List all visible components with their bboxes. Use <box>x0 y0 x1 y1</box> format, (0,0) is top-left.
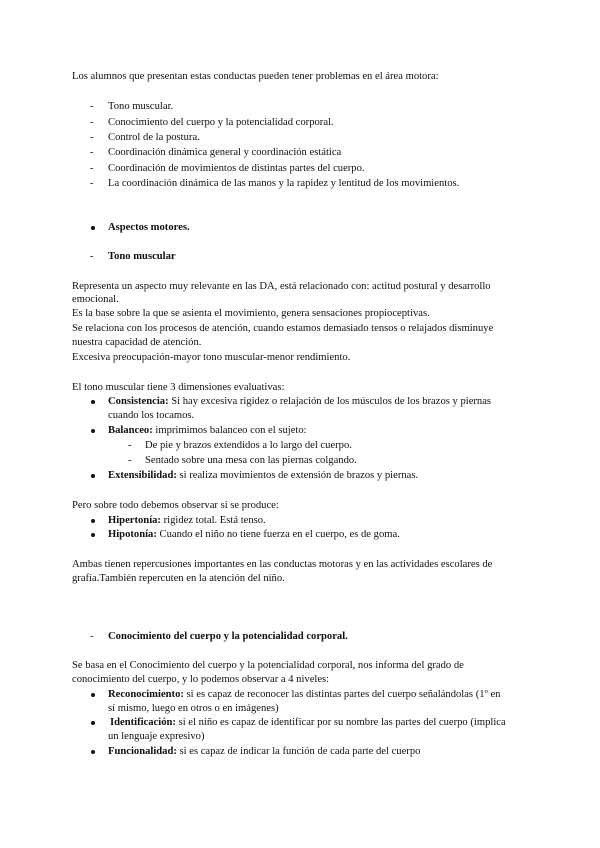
list-item: Balanceo: imprimimos balanceo con el sujeto: <box>108 425 307 436</box>
list-item: Consistencia: Si hay excesiva rigidez o relajación de los músculos de los brazos y piernas <box>108 396 492 407</box>
list-item: Coordinación dinámica general y coordinación estática <box>108 147 342 158</box>
list-item: Hipotonía: Cuando el niño no tiene fuerza en el cuerpo, es de goma. <box>108 529 400 540</box>
paragraph-line: Se relaciona con los procesos de atención, cuando estamos demasiado tensos o relajados disminuye <box>72 323 494 334</box>
list-dash: - <box>90 178 94 189</box>
bullet-icon <box>91 429 95 433</box>
paragraph-line: Excesiva preocupación-mayor tono muscular-menor rendimiento. <box>72 352 351 363</box>
aspectos-heading: Aspectos motores. <box>108 222 190 233</box>
sub-list-item: Sentado sobre una mesa con las piernas colgando. <box>145 455 357 466</box>
list-item: Tono muscular. <box>108 101 174 112</box>
bullet-icon <box>91 533 95 537</box>
paragraph-line: grafía.También repercuten en la atención del niño. <box>72 573 285 584</box>
list-dash: - <box>90 132 94 143</box>
list-item: Conocimiento del cuerpo y la potencialidad corporal. <box>108 117 334 128</box>
list-dash: - <box>90 147 94 158</box>
bullet-icon <box>91 750 95 754</box>
bullet-icon <box>91 474 95 478</box>
bullet-icon <box>91 400 95 404</box>
paragraph-line: emocional. <box>72 294 119 305</box>
list-item: Reconocimiento: si es capaz de reconocer las distintas partes del cuerpo señalándolas (1º en <box>108 689 501 700</box>
paragraph-line: Se basa en el Conocimiento del cuerpo y la potencialidad corporal, nos informa del grado de <box>72 660 464 671</box>
list-dash: - <box>128 440 132 451</box>
list-dash: - <box>90 251 94 262</box>
list-item: Identificación: si el niño es capaz de identificar por su nombre las partes del cuerpo (implica <box>110 717 506 728</box>
intro-paragraph: Los alumnos que presentan estas conductas pueden tener problemas en el área motora: <box>72 71 439 82</box>
list-item-continuation: un lenguaje expresivo) <box>108 731 205 742</box>
observar-intro: Pero sobre todo debemos observar si se produce: <box>72 500 279 511</box>
list-item: La coordinación dinámica de las manos y la rapidez y lentitud de los movimientos. <box>108 178 460 189</box>
list-dash: - <box>90 117 94 128</box>
list-dash: - <box>90 631 94 642</box>
list-item: Control de la postura. <box>108 132 200 143</box>
list-item: Extensibilidad: si realiza movimientos de extensión de brazos y piernas. <box>108 470 419 481</box>
list-item: Coordinación de movimientos de distintas partes del cuerpo. <box>108 163 365 174</box>
list-item: Funcionalidad: si es capaz de indicar la función de cada parte del cuerpo <box>108 746 421 757</box>
paragraph-line: conocimiento del cuerpo, y lo podemos observar a 4 niveles: <box>72 674 330 685</box>
list-item-continuation: cuando los tocamos. <box>108 410 195 421</box>
list-dash: - <box>128 455 132 466</box>
list-item: Hipertonía: rigidez total. Está tenso. <box>108 515 266 526</box>
paragraph-line: Ambas tienen repercusiones importantes en las conductas motoras y en las actividades escolares de <box>72 559 493 570</box>
dimensiones-intro: El tono muscular tiene 3 dimensiones evaluativas: <box>72 382 285 393</box>
bullet-icon <box>91 693 95 697</box>
list-dash: - <box>90 163 94 174</box>
conocimiento-heading: Conocimiento del cuerpo y la potencialidad corporal. <box>108 631 348 642</box>
list-dash: - <box>90 101 94 112</box>
paragraph-line: nuestra capacidad de atención. <box>72 337 202 348</box>
list-item-continuation: sí mismo, luego en otros o en imágenes) <box>108 703 279 714</box>
bullet-icon <box>91 226 95 230</box>
sub-list-item: De pie y brazos extendidos a lo largo del cuerpo. <box>145 440 352 451</box>
bullet-icon <box>91 721 95 725</box>
tono-heading: Tono muscular <box>108 251 176 262</box>
paragraph-line: Representa un aspecto muy relevante en las DA, está relacionado con: actitud postural y desarrollo <box>72 281 491 292</box>
bullet-icon <box>91 519 95 523</box>
paragraph-line: Es la base sobre la que se asienta el movimiento, genera sensaciones propioceptivas. <box>72 308 430 319</box>
